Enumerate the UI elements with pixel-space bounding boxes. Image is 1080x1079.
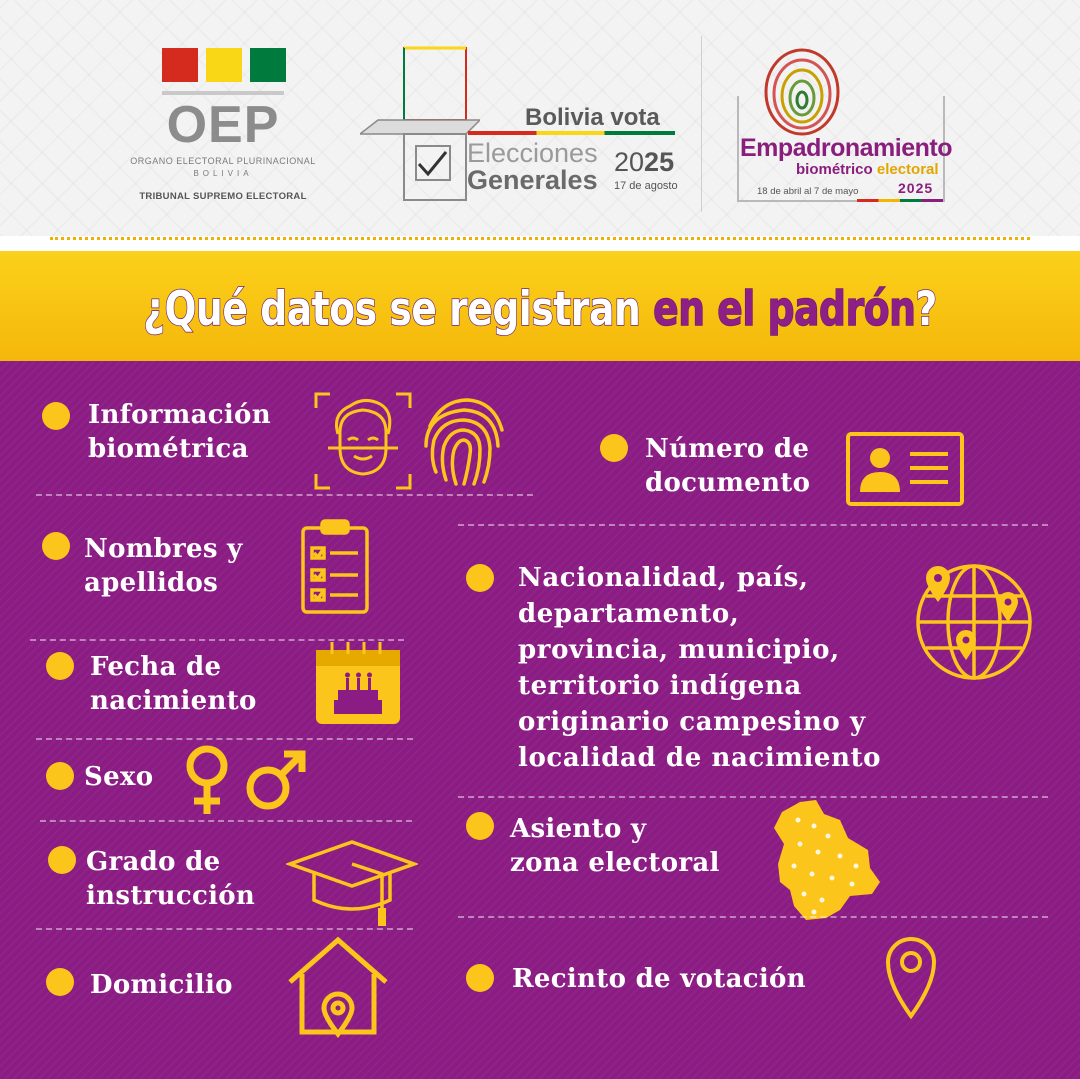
id-card-icon (846, 432, 964, 506)
tricolor-line (468, 131, 675, 135)
separator (36, 928, 413, 930)
bullet (466, 964, 494, 992)
flag-yellow-block (206, 48, 242, 82)
separator (458, 524, 1048, 526)
flag-red-block (162, 48, 198, 82)
map-pin-icon (884, 936, 938, 1020)
fingerprint-icon (420, 396, 508, 488)
separator (36, 738, 413, 740)
bullet (466, 812, 494, 840)
house-location-icon (286, 934, 390, 1040)
bullet (600, 434, 628, 462)
empadronamiento-dates: 18 de abril al 7 de mayo (757, 186, 859, 197)
year-prefix: 20 (614, 147, 645, 177)
generales-word: Generales (467, 165, 598, 195)
ballot-box-icon (360, 46, 480, 206)
election-date: 17 de agosto (614, 180, 678, 192)
item-sexo-label: Sexo (84, 762, 154, 792)
male-symbol-icon (244, 748, 308, 812)
oep-subtitle: ORGANO ELECTORAL PLURINACIONAL (130, 156, 316, 166)
clipboard-checklist-icon (300, 518, 370, 616)
birthday-calendar-icon (314, 640, 402, 726)
color-stripe (857, 199, 943, 202)
oep-logo: OEP (166, 96, 280, 154)
item-fecha-label: Fecha de nacimiento (90, 652, 257, 716)
item-domicilio-label: Domicilio (90, 970, 233, 1000)
oep-divider (162, 91, 284, 95)
headline (108, 270, 972, 350)
flag-green-block (250, 48, 286, 82)
item-biometrica-label: Información biométrica (88, 400, 271, 464)
separator (458, 796, 1048, 798)
female-symbol-icon (180, 744, 234, 816)
elecciones-word: Elecciones (467, 138, 598, 168)
bolivia-map-icon (770, 798, 882, 922)
header-divider (701, 36, 702, 212)
empadronamiento-year: 2025 (898, 180, 934, 196)
dotted-divider (50, 237, 1030, 240)
item-asiento-label: Asiento y zona electoral (510, 814, 720, 878)
bullet (48, 846, 76, 874)
item-nombres-label: Nombres y apellidos (84, 534, 243, 598)
globe-pins-icon (910, 560, 1034, 682)
bullet (42, 402, 70, 430)
empadronamiento-subtitle (796, 161, 939, 179)
bullet (46, 652, 74, 680)
item-recinto-label: Recinto de votación (512, 964, 806, 994)
bullet (42, 532, 70, 560)
bullet (46, 968, 74, 996)
headline-purple: en el padrón (653, 282, 916, 337)
bullet (466, 564, 494, 592)
headline-question-mark: ? (915, 282, 937, 337)
year-suffix: 25 (644, 147, 675, 177)
separator (458, 916, 1048, 918)
item-nacionalidad-label: Nacionalidad, país, departamento, provincia, municipio, territorio indígena originario campesino y localidad de nacimiento (518, 563, 882, 773)
oep-country: BOLIVIA (193, 169, 253, 178)
separator (40, 820, 412, 822)
election-year (614, 147, 674, 177)
oep-tribunal: TRIBUNAL SUPREMO ELECTORAL (139, 191, 307, 202)
item-grado-label: Grado de instrucción (86, 847, 256, 911)
face-scan-icon (314, 392, 412, 490)
subtitle-biometrico: biométrico (796, 161, 873, 178)
empadronamiento-title: Empadronamiento (740, 134, 952, 162)
graduation-cap-icon (286, 838, 418, 928)
subtitle-electoral: electoral (876, 161, 939, 178)
headline-white: ¿Qué datos se registran (143, 282, 641, 337)
bullet (46, 762, 74, 790)
header (0, 0, 1080, 236)
item-documento-label: Número de documento (645, 434, 811, 498)
bolivia-vota-tagline: Bolivia vota (525, 104, 660, 131)
separator (36, 494, 533, 496)
oep-flag-colors (162, 48, 286, 82)
